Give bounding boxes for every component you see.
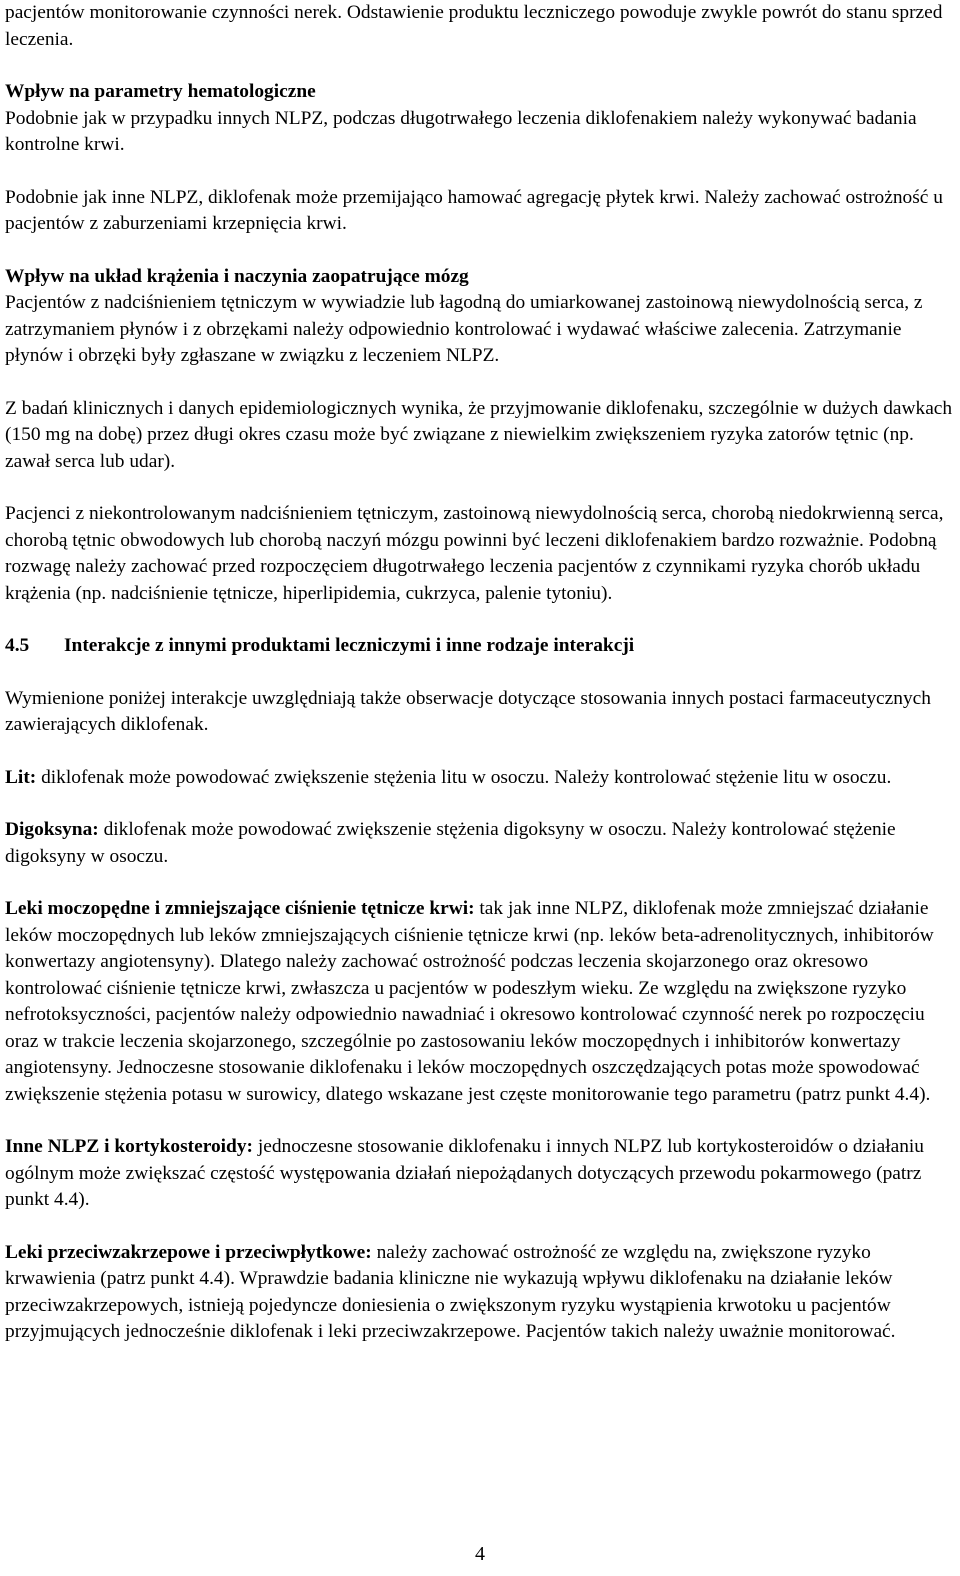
- interaction-label: Lit:: [5, 766, 37, 788]
- page-number: 4: [475, 1543, 485, 1565]
- continuation-paragraph: pacjentów monitorowanie czynności nerek. Odstawienie produktu leczniczego powoduje zwykle powrót do stanu sprzed leczenia.: [5, 2, 943, 50]
- document-page: [5, 0, 955, 1346]
- intro-paragraph: Wymienione poniżej interakcje uwzględniają także obserwacje dotyczące stosowania innych postaci farmaceutycznych zawierających diklofenak.: [5, 687, 931, 735]
- cardio-paragraph-3: Pacjenci z niekontrolowanym nadciśnieniem tętniczym, zastoinową niewydolnością serca, chorobą niedokrwienną serca, chorobą tętnic obwodowych lub chorobą naczyń mózgu powinni być leczeni diklofenakiem bardzo rozważnie. Podobną rozwagę należy zachować przed rozpoczęciem długotrwałego leczenia pacjentów z czynnikami ryzyka chorób układu krążenia (np. nadciśnienie tętnicze, hiperlipidemia, cukrzyca, palenie tytoniu).: [5, 503, 944, 604]
- interaction-text: tak jak inne NLPZ, diklofenak może zmniejszać działanie leków moczopędnych lub leków zmniejszających ciśnienie tętnicze krwi (np. leków beta-adrenolitycznych, inhibitorów konwertazy angiotensyny). Dlatego należy zachować ostrożność podczas leczenia skojarzonego oraz okresowo kontrolować ciśnienie tętnicze krwi, zwłaszcza u pacjentów w podeszłym wieku. Ze względu na zwiększone ryzyko nefrotoksyczności, pacjentów należy odpowiednio nawadniać i okresowo kontrolować czynność nerek po rozpoczęciu oraz w trakcie leczenia skojarzonego, szczególnie po zastosowaniu leków moczopędnych i inhibitorów konwertazy angiotensyny. Jednoczesne stosowanie diklofenaku i leków moczopędnych oszczędzających potas może spowodować zwiększenie stężenia potasu w surowicy, dlatego wskazane jest częste monitorowanie tego parametru (patrz punkt 4.4).: [5, 898, 934, 1105]
- interaction-label: Leki przeciwzakrzepowe i przeciwpłytkowe:: [5, 1241, 372, 1263]
- interaction-digoxin: [5, 817, 955, 870]
- hematology-heading: Wpływ na parametry hematologiczne: [5, 81, 316, 102]
- cardio-heading: Wpływ na układ krążenia i naczynia zaopatrujące mózg: [5, 265, 469, 287]
- section-title: Interakcje z innymi produktami leczniczymi i inne rodzaje interakcji: [64, 635, 635, 656]
- hematology-paragraph-2: Podobnie jak inne NLPZ, diklofenak może przemijająco hamować agregację płytek krwi. Należy zachować ostrożność u pacjentów z zaburzeniami krzepnięcia krwi.: [5, 186, 943, 234]
- interaction-text: diklofenak może powodować zwiększenie stężenia digoksyny w osoczu. Należy kontrolować stężenie digoksyny w osoczu.: [5, 819, 896, 867]
- cardio-paragraph-2: Z badań klinicznych i danych epidemiologicznych wynika, że przyjmowanie diklofenaku, szczególnie w dużych dawkach (150 mg na dobę) przez długi okres czasu może być związane z niewielkim zwiększeniem ryzyka zatorów tętnic (np. zawał serca lub udar).: [5, 397, 953, 472]
- interaction-text: diklofenak może powodować zwiększenie stężenia litu w osoczu. Należy kontrolować stężenie litu w osoczu.: [36, 766, 892, 788]
- cardio-paragraph-1: Pacjentów z nadciśnieniem tętniczym w wywiadzie lub łagodną do umiarkowanej zastoinową niewydolnością serca, z zatrzymaniem płynów i z obrzękami należy odpowiednio kontrolować i wydawać właściwe zalecenia. Zatrzymanie płynów i obrzęki były zgłaszane w związku z leczeniem NLPZ.: [5, 292, 923, 366]
- interaction-label: Leki moczopędne i zmniejszające ciśnienie tętnicze krwi:: [5, 898, 475, 919]
- interaction-lithium: [5, 765, 955, 792]
- interaction-text: jednoczesne stosowanie diklofenaku i innych NLPZ lub kortykosteroidów o działaniu ogólnym może zwiększać częstość występowania działań niepożądanych dotyczących przewodu pokarmowego (patrz punkt 4.4).: [5, 1136, 924, 1210]
- interaction-anticoagulants: [5, 1240, 955, 1346]
- interaction-text: należy zachować ostrożność ze względu na, zwiększone ryzyko krwawienia (patrz punkt 4.4). Wprawdzie badania kliniczne nie wykazują wpływu diklofenaku na działanie leków przeciwzakrzepowych, istnieją pojedyncze doniesienia o zwiększonym ryzyku wystąpienia krwotoku u pacjentów przyjmujących jednocześnie diklofenak i leki przeciwzakrzepowe. Pacjentów takich należy uważnie monitorować.: [5, 1241, 896, 1342]
- interaction-label: Digoksyna:: [5, 819, 99, 840]
- interaction-nsaids: [5, 1134, 955, 1214]
- section-number: 4.5: [5, 635, 30, 656]
- interaction-label: Inne NLPZ i kortykosteroidy:: [5, 1136, 253, 1157]
- hematology-paragraph-1: Podobnie jak w przypadku innych NLPZ, podczas długotrwałego leczenia diklofenakiem należy wykonywać badania kontrolne krwi.: [5, 107, 917, 155]
- section-heading: [5, 633, 955, 660]
- interaction-diuretics: [5, 896, 955, 1108]
